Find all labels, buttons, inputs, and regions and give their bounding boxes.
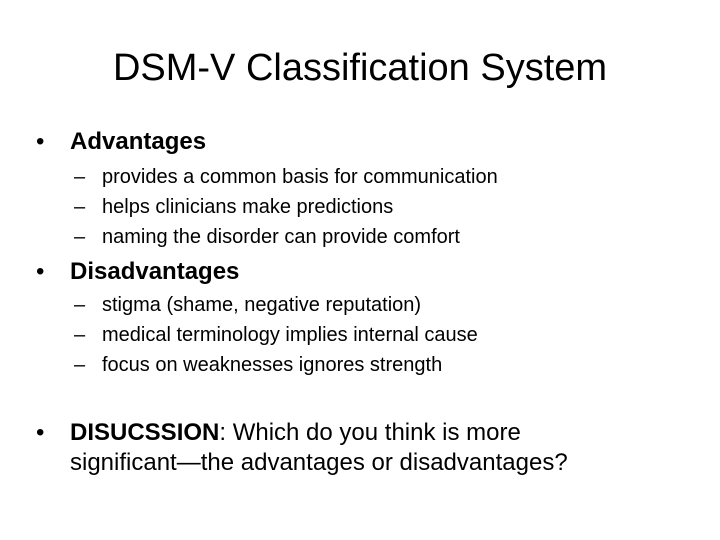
advantage-item: naming the disorder can provide comfort bbox=[102, 226, 460, 248]
disadvantages-bullet bbox=[36, 258, 239, 286]
advantages-bullet bbox=[36, 128, 206, 156]
dash-marker: – bbox=[74, 196, 86, 218]
disadvantage-item: stigma (shame, negative reputation) bbox=[102, 294, 422, 316]
bullet-dot: • bbox=[36, 419, 45, 446]
advantage-item: helps clinicians make predictions bbox=[102, 196, 394, 218]
list-item bbox=[74, 222, 498, 252]
list-item bbox=[74, 350, 478, 380]
dash-marker: – bbox=[74, 294, 86, 316]
disadvantage-item: medical terminology implies internal cause bbox=[102, 324, 478, 346]
disadvantages-heading: Disadvantages bbox=[70, 258, 240, 285]
discussion-question-continued: significant—the advantages or disadvantages? bbox=[70, 449, 568, 476]
list-item bbox=[74, 290, 478, 320]
disadvantages-list bbox=[74, 290, 478, 380]
list-item bbox=[74, 162, 498, 192]
advantages-list bbox=[74, 162, 498, 252]
bullet-dot: • bbox=[36, 128, 45, 155]
advantage-item: provides a common basis for communication bbox=[102, 166, 498, 188]
dash-marker: – bbox=[74, 166, 86, 188]
dash-marker: – bbox=[74, 226, 86, 248]
slide-title: DSM-V Classification System bbox=[112, 47, 608, 89]
disadvantage-item: focus on weaknesses ignores strength bbox=[102, 354, 443, 376]
discussion-bullet bbox=[36, 418, 568, 478]
advantages-heading: Advantages bbox=[70, 128, 207, 155]
bullet-dot: • bbox=[36, 258, 45, 285]
list-item bbox=[74, 320, 478, 350]
list-item bbox=[74, 192, 498, 222]
discussion-question: : Which do you think is more bbox=[219, 419, 521, 446]
discussion-label: DISUCSSION bbox=[70, 419, 220, 446]
dash-marker: – bbox=[74, 324, 86, 346]
dash-marker: – bbox=[74, 354, 86, 376]
